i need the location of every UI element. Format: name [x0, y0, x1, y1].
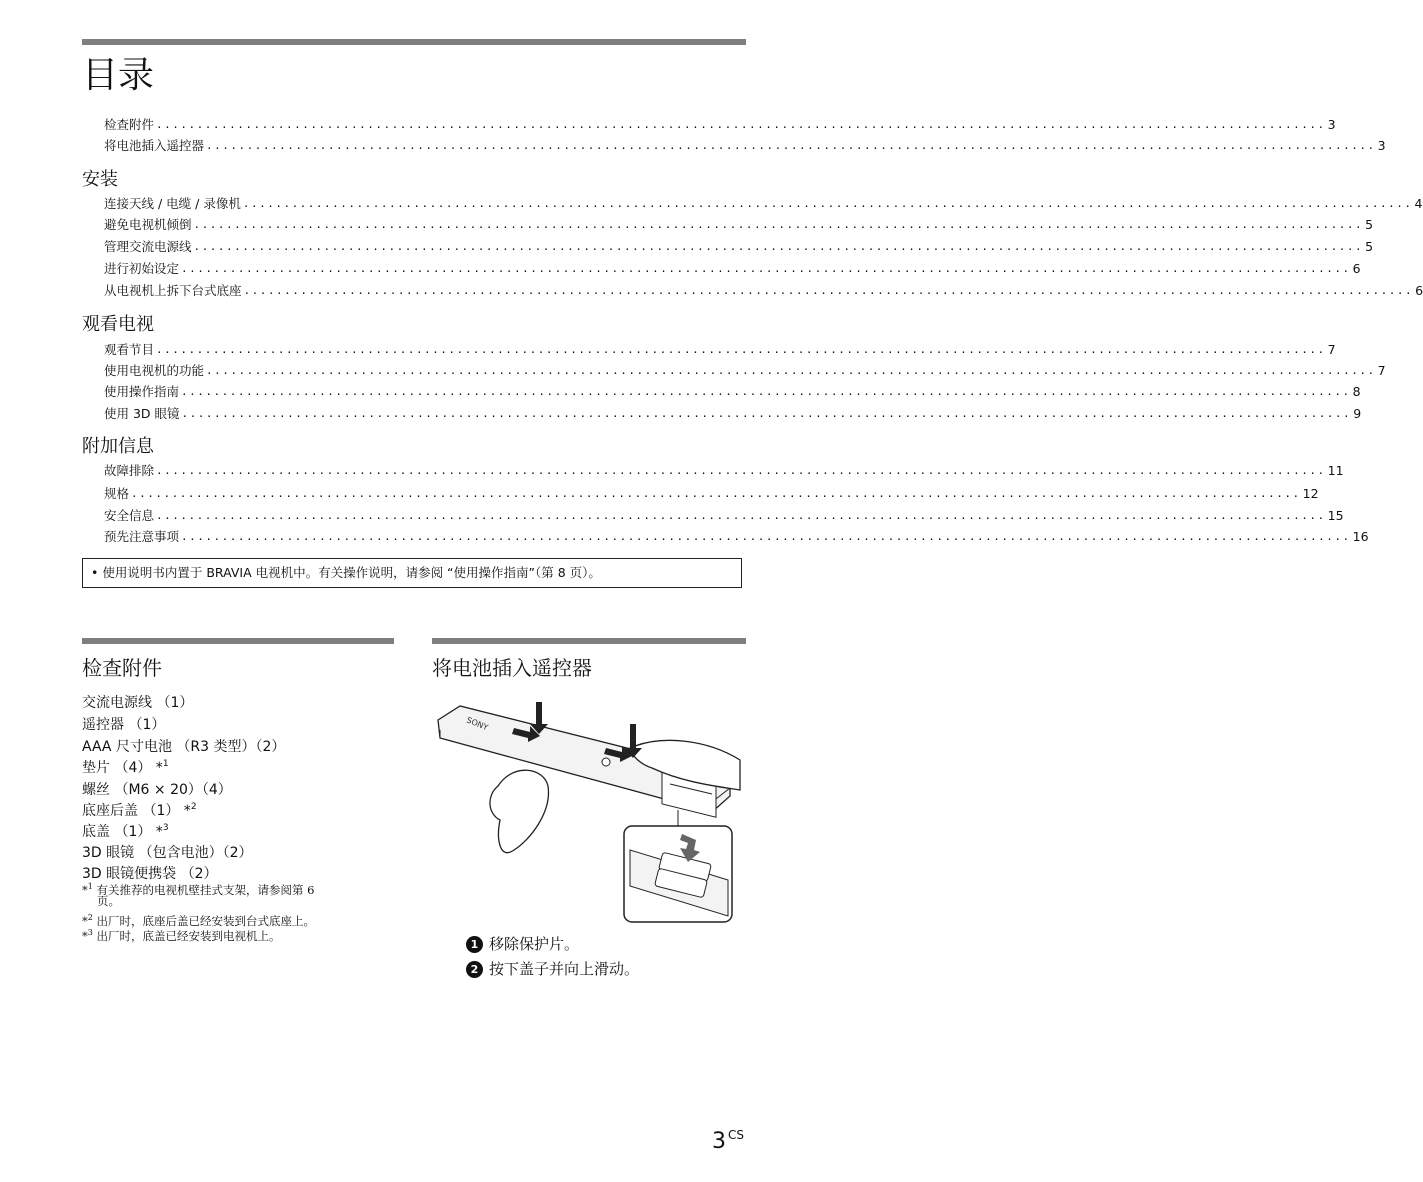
step-number: 1 — [466, 936, 483, 953]
step-number: 2 — [466, 961, 483, 978]
toc-entry-text: 安全信息 — [104, 508, 155, 523]
toc-entry-text: 使用操作指南 — [104, 384, 180, 399]
footnote-mark: 3 — [162, 823, 169, 833]
footnote-continuation — [97, 894, 120, 908]
toc-leader: ................................................................................................................................................ — [156, 343, 1326, 356]
toc-leader: ................................................................................................................................................ — [242, 197, 1413, 210]
toc-entry-page: 5 — [1365, 217, 1374, 232]
toc-entry[interactable] — [104, 195, 1423, 213]
footnote: *$^3$ 出厂时，底盖已经安装到电视机上。 — [82, 928, 281, 943]
toc-entry[interactable] — [104, 528, 1369, 546]
toc-entry[interactable] — [104, 216, 1374, 234]
page-number-value: 3 — [712, 1129, 726, 1154]
accessory-text: 3D 眼镜 （包含电池）（2） — [82, 845, 253, 861]
footnote-text: 出厂时，底盖已经安装到电视机上。 — [96, 929, 281, 943]
toc-leader: ................................................................................................................................................ — [156, 509, 1326, 522]
toc-entry-page: 8 — [1352, 384, 1361, 399]
accessory-text: AAA 尺寸电池 （R3 类型）（2） — [82, 739, 286, 755]
toc-leader: ................................................................................................................................................ — [193, 240, 1364, 253]
toc-entry-text: 管理交流电源线 — [104, 239, 192, 254]
toc-entry[interactable] — [104, 462, 1344, 480]
toc-entry-page: 16 — [1352, 529, 1369, 544]
toc-entry-text: 避免电视机倾倒 — [104, 217, 192, 232]
accessory-item — [82, 689, 193, 713]
toc-entry-text: 进行初始设定 — [104, 261, 180, 276]
toc-entry-text: 使用电视机的功能 — [104, 363, 205, 378]
toc-leader: ................................................................................................................................................ — [206, 139, 1376, 152]
toc-entry-page: 15 — [1327, 508, 1344, 523]
toc-entry-page: 7 — [1327, 342, 1336, 357]
toc-leader: ................................................................................................................................................ — [193, 218, 1364, 231]
toc-entry-text: 使用 3D 眼镜 — [104, 406, 180, 421]
accessory-text: 螺丝 （M6 × 20）（4） — [82, 782, 232, 798]
toc-leader: ................................................................................................................................................ — [243, 284, 1414, 297]
toc-entry[interactable] — [104, 362, 1386, 380]
toc-entry[interactable] — [104, 116, 1336, 134]
footnote-number: 1 — [87, 882, 93, 891]
footnote-mark: 1 — [162, 759, 169, 769]
toc-entry-text: 观看节目 — [104, 342, 155, 357]
toc-entry-text: 将电池插入遥控器 — [104, 138, 205, 153]
toc-leader: ................................................................................................................................................ — [131, 487, 1301, 500]
toc-entry-page: 11 — [1327, 463, 1344, 478]
toc-entry[interactable] — [104, 282, 1423, 300]
toc-leader: ................................................................................................................................................ — [206, 364, 1376, 377]
step-text: 按下盖子并向上滑动。 — [489, 960, 640, 978]
toc-section-heading: 安装 — [82, 169, 118, 190]
left-hand — [490, 770, 549, 852]
accessory-text: 垫片 （4） * — [82, 760, 163, 776]
toc-entry[interactable] — [104, 137, 1386, 155]
battery-step — [466, 958, 639, 980]
footnote: *$^2$ 出厂时，底座后盖已经安装到台式底座上。 — [82, 913, 315, 928]
section-rule-right — [432, 638, 746, 644]
toc-entry[interactable] — [104, 485, 1319, 503]
toc-entry[interactable] — [104, 405, 1362, 423]
toc-entry-text: 检查附件 — [104, 117, 155, 132]
toc-entry-page: 4 — [1414, 196, 1423, 211]
toc-entry-page: 5 — [1365, 239, 1374, 254]
footnote-text: 有关推荐的电视机壁挂式支架，请参阅第 6 — [96, 883, 315, 897]
toc-entry[interactable] — [104, 260, 1361, 278]
footnote-number: 2 — [87, 913, 93, 922]
battery-step — [466, 933, 579, 955]
toc-section-heading: 观看电视 — [82, 314, 154, 335]
toc-entry-text: 预先注意事项 — [104, 529, 180, 544]
remote-battery-illustration — [430, 690, 742, 928]
section-rule-left — [82, 638, 394, 644]
footnote: *$^1$ 有关推荐的电视机壁挂式支架，请参阅第 6 — [82, 882, 315, 897]
toc-entry-text: 从电视机上拆下台式底座 — [104, 283, 242, 298]
toc-entry-page: 6 — [1352, 261, 1361, 276]
toc-entry[interactable] — [104, 238, 1374, 256]
toc-section-heading: 附加信息 — [82, 436, 154, 457]
toc-entry-page: 9 — [1353, 406, 1362, 421]
toc-entry-page: 6 — [1415, 283, 1423, 298]
accessories-heading: 检查附件 — [82, 656, 162, 680]
accessory-text: 交流电源线 （1） — [82, 695, 194, 711]
battery-heading: 将电池插入遥控器 — [432, 656, 592, 680]
step-text: 移除保护片。 — [489, 935, 580, 953]
accessory-text: 底盖 （1） * — [82, 824, 163, 840]
accessory-text: 3D 眼镜便携袋 （2） — [82, 866, 218, 882]
toc-leader: ................................................................................................................................................ — [181, 530, 1351, 543]
toc-leader: ................................................................................................................................................ — [156, 118, 1326, 131]
accessory-text: 遥控器 （1） — [82, 717, 166, 733]
footnote-number: 3 — [87, 928, 93, 937]
page-title: 目录 — [82, 55, 155, 96]
page-number — [712, 1128, 744, 1154]
footnote-text: 页。 — [97, 894, 120, 908]
toc-leader: ................................................................................................................................................ — [181, 385, 1351, 398]
top-rule — [82, 39, 746, 45]
toc-entry-text: 连接天线 / 电缆 / 录像机 — [104, 196, 241, 211]
toc-leader: ................................................................................................................................................ — [156, 464, 1326, 477]
toc-entry-page: 7 — [1377, 363, 1386, 378]
toc-leader: ................................................................................................................................................ — [181, 262, 1351, 275]
toc-entry[interactable] — [104, 341, 1336, 359]
footnote-text: 出厂时，底座后盖已经安装到台式底座上。 — [96, 914, 315, 928]
toc-entry-text: 规格 — [104, 486, 130, 501]
toc-entry-text: 故障排除 — [104, 463, 155, 478]
manual-note-box: • 使用说明书内置于 BRAVIA 电视机中。有关操作说明，请参阅 “使用操作指南”（第 8 页）。 — [82, 558, 742, 588]
accessory-text: 底座后盖 （1） * — [82, 803, 191, 819]
toc-entry-page: 12 — [1302, 486, 1319, 501]
toc-leader: ................................................................................................................................................ — [181, 407, 1352, 420]
toc-entry[interactable] — [104, 383, 1361, 401]
footnote-mark: 2 — [190, 802, 197, 812]
page-language-suffix: CS — [728, 1128, 744, 1142]
accessory-item — [82, 754, 169, 778]
remote-button — [602, 758, 610, 766]
toc-entry-page: 3 — [1327, 117, 1336, 132]
toc-entry-page: 3 — [1377, 138, 1386, 153]
accessory-item — [82, 711, 165, 735]
remote-brand-label: SONY — [465, 715, 490, 733]
toc-entry[interactable] — [104, 507, 1344, 525]
